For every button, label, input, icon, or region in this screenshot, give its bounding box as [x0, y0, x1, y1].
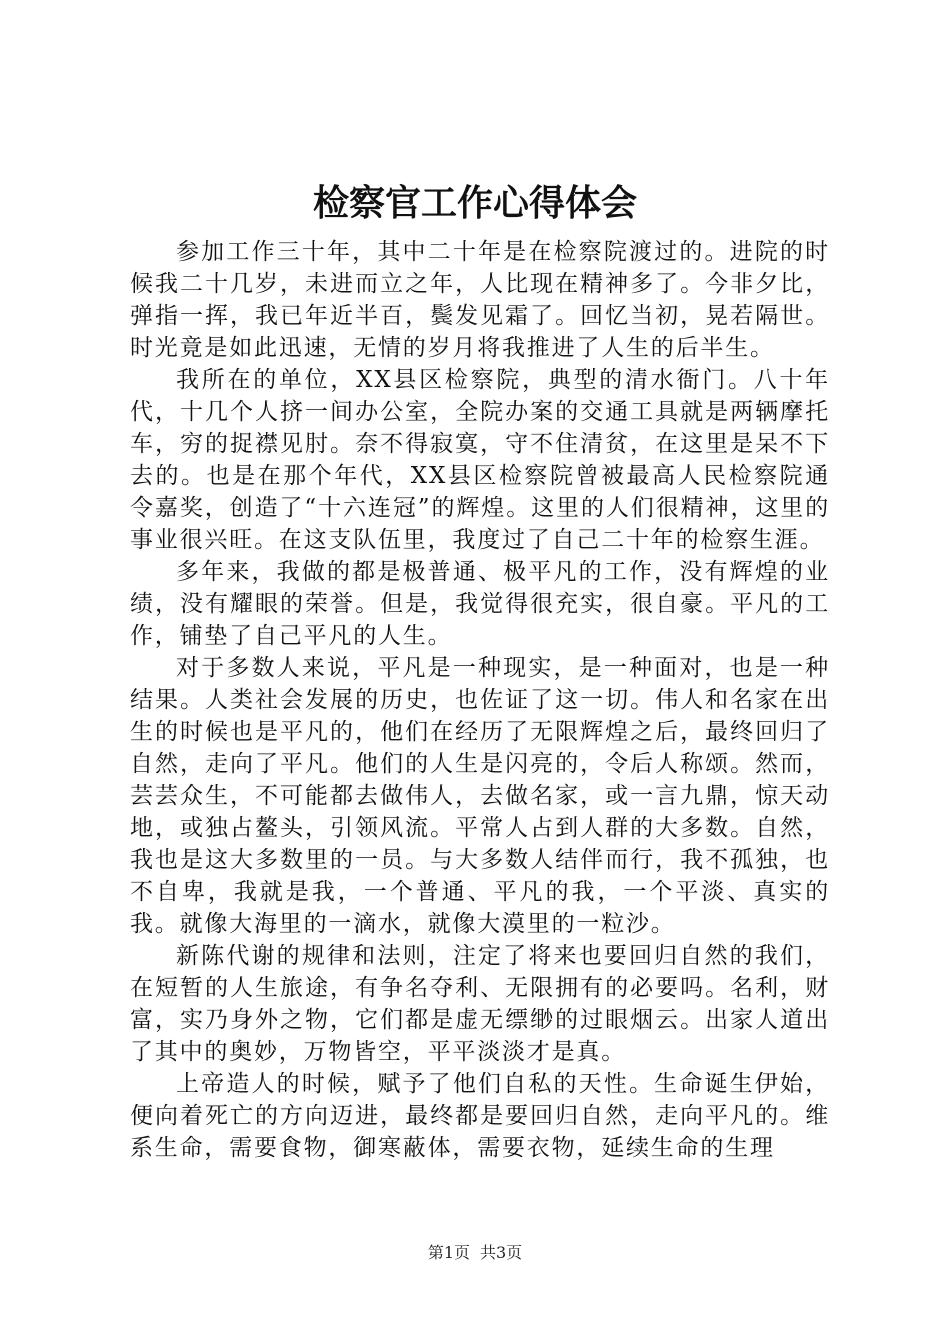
paragraph: 多年来，我做的都是极普通、极平凡的工作，没有辉煌的业绩，没有耀眼的荣誉。但是，我觉得很充实，很自豪。平凡的工作，铺垫了自己平凡的人生。 — [130, 559, 830, 649]
paragraph: 我所在的单位，XX县区检察院，典型的清水衙门。八十年代，十几个人挤一间办公室，全院办案的交通工具就是两辆摩托车，穷的捉襟见肘。奈不得寂寞，守不住清贫，在这里是呆不下去的。也是在那个年代，XX县区检察院曾被最高人民检察院通令嘉奖，创造了“十六连冠”的辉煌。这里的人们很精神，这里的事业很兴旺。在这支队伍里，我度过了自己二十年的检察生涯。 — [130, 367, 830, 553]
page-footer — [0, 1243, 950, 1263]
document-body — [130, 236, 830, 1164]
document-title: 检察官工作心得体会 — [312, 183, 637, 224]
page-total: 共3页 — [480, 1243, 523, 1262]
paragraph: 参加工作三十年，其中二十年是在检察院渡过的。进院的时候我二十几岁，未进而立之年，人比现在精神多了。今非夕比，弹指一挥，我已年近半百，鬓发见霜了。回忆当初，晃若隔世。时光竟是如此迅速，无情的岁月将我推进了人生的后半生。 — [130, 239, 830, 361]
paragraph: 上帝造人的时候，赋予了他们自私的天性。生命诞生伊始，便向着死亡的方向迈进，最终都是要回归自然，走向平凡的。维系生命，需要食物，御寒蔽体，需要衣物，延续生命的生理 — [130, 1071, 830, 1161]
paragraph: 新陈代谢的规律和法则，注定了将来也要回归自然的我们，在短暂的人生旅途，有争名夺利、无限拥有的必要吗。名利，财富，实乃身外之物，它们都是虚无缥缈的过眼烟云。出家人道出了其中的奥妙，万物皆空，平平淡淡才是真。 — [130, 943, 830, 1065]
page-number: 第1页 — [427, 1243, 470, 1262]
paragraph: 对于多数人来说，平凡是一种现实，是一种面对，也是一种结果。人类社会发展的历史，也佐证了这一切。伟人和名家在出生的时候也是平凡的，他们在经历了无限辉煌之后，最终回归了自然，走向了平凡。他们的人生是闪亮的，令后人称颂。然而，芸芸众生，不可能都去做伟人，去做名家，或一言九鼎，惊天动地，或独占鳌头，引领风流。平常人占到人群的大多数。自然，我也是这大多数里的一员。与大多数人结伴而行，我不孤独，也不自卑，我就是我，一个普通、平凡的我，一个平淡、真实的我。就像大海里的一滴水，就像大漠里的一粒沙。 — [130, 655, 830, 937]
